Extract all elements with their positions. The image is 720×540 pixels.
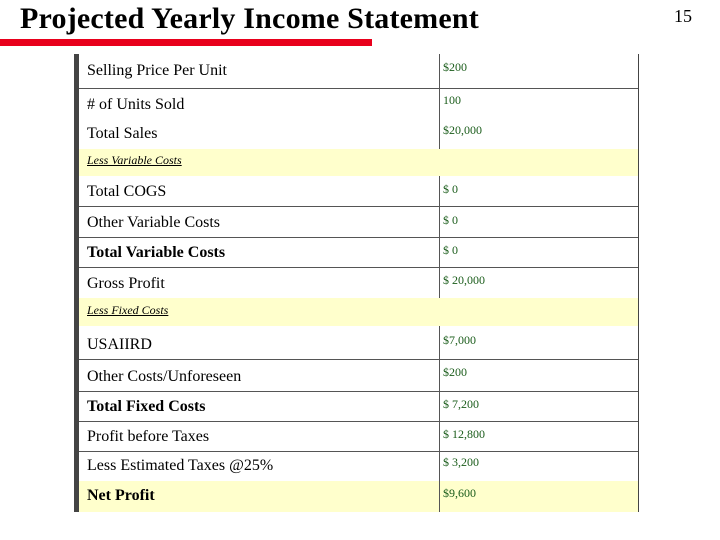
- column-divider: [439, 238, 440, 267]
- total-fixed-costs-label: Total Fixed Costs: [87, 398, 206, 415]
- profit-before-taxes-value: $ 12,800: [443, 427, 485, 441]
- other-costs-value: $200: [443, 365, 467, 379]
- row-net-profit: [79, 481, 638, 512]
- column-divider: [439, 422, 440, 451]
- column-divider: [439, 392, 440, 421]
- estimated-taxes-value: $ 3,200: [443, 455, 479, 469]
- net-profit-label: Net Profit: [87, 487, 155, 504]
- total-cogs-label: Total COGS: [87, 183, 167, 200]
- column-divider: [439, 119, 440, 149]
- row-other-variable-costs: [79, 207, 638, 238]
- row-usaiird: [79, 326, 638, 360]
- row-other-costs: [79, 360, 638, 392]
- usaiird-value: $7,000: [443, 333, 476, 347]
- estimated-taxes-label: Less Estimated Taxes @25%: [87, 457, 274, 474]
- usaiird-label: USAIIRD: [87, 336, 152, 353]
- page-title: Projected Yearly Income Statement: [20, 2, 479, 35]
- other-variable-costs-value: $ 0: [443, 213, 458, 227]
- units-sold-value: 100: [443, 93, 461, 107]
- row-gross-profit: [79, 268, 638, 298]
- row-units-sold: [79, 89, 638, 119]
- total-cogs-value: $ 0: [443, 182, 458, 196]
- total-variable-costs-value: $ 0: [443, 243, 458, 257]
- row-total-cogs: [79, 176, 638, 207]
- column-divider: [439, 89, 440, 119]
- other-costs-label: Other Costs/Unforeseen: [87, 368, 242, 385]
- row-selling-price: [79, 54, 638, 89]
- page-number: 15: [674, 6, 692, 26]
- income-statement-table: [74, 54, 639, 512]
- row-profit-before-taxes: [79, 422, 638, 452]
- section-fixed-costs: [79, 298, 638, 326]
- row-total-sales: [79, 119, 638, 149]
- fixed-costs-heading: Less Fixed Costs: [87, 303, 169, 317]
- total-variable-costs-label: Total Variable Costs: [87, 244, 226, 261]
- profit-before-taxes-label: Profit before Taxes: [87, 428, 210, 445]
- column-divider: [439, 360, 440, 391]
- column-divider: [439, 207, 440, 237]
- section-variable-costs: [79, 149, 638, 176]
- row-total-variable-costs: [79, 238, 638, 268]
- column-divider: [439, 176, 440, 206]
- selling-price-label: Selling Price Per Unit: [87, 62, 227, 79]
- column-divider: [439, 452, 440, 481]
- gross-profit-label: Gross Profit: [87, 275, 165, 292]
- units-sold-label: # of Units Sold: [87, 96, 185, 113]
- total-sales-label: Total Sales: [87, 125, 158, 142]
- selling-price-value: $200: [443, 60, 467, 74]
- total-fixed-costs-value: $ 7,200: [443, 397, 479, 411]
- gross-profit-value: $ 20,000: [443, 273, 485, 287]
- row-total-fixed-costs: [79, 392, 638, 422]
- total-sales-value: $20,000: [443, 123, 482, 137]
- column-divider: [439, 54, 440, 88]
- row-estimated-taxes: [79, 452, 638, 481]
- column-divider: [439, 268, 440, 298]
- variable-costs-heading: Less Variable Costs: [87, 153, 182, 167]
- column-divider: [439, 326, 440, 359]
- other-variable-costs-label: Other Variable Costs: [87, 214, 221, 231]
- title-underline-bar: [0, 39, 372, 46]
- net-profit-value: $9,600: [443, 486, 476, 500]
- column-divider: [439, 481, 440, 512]
